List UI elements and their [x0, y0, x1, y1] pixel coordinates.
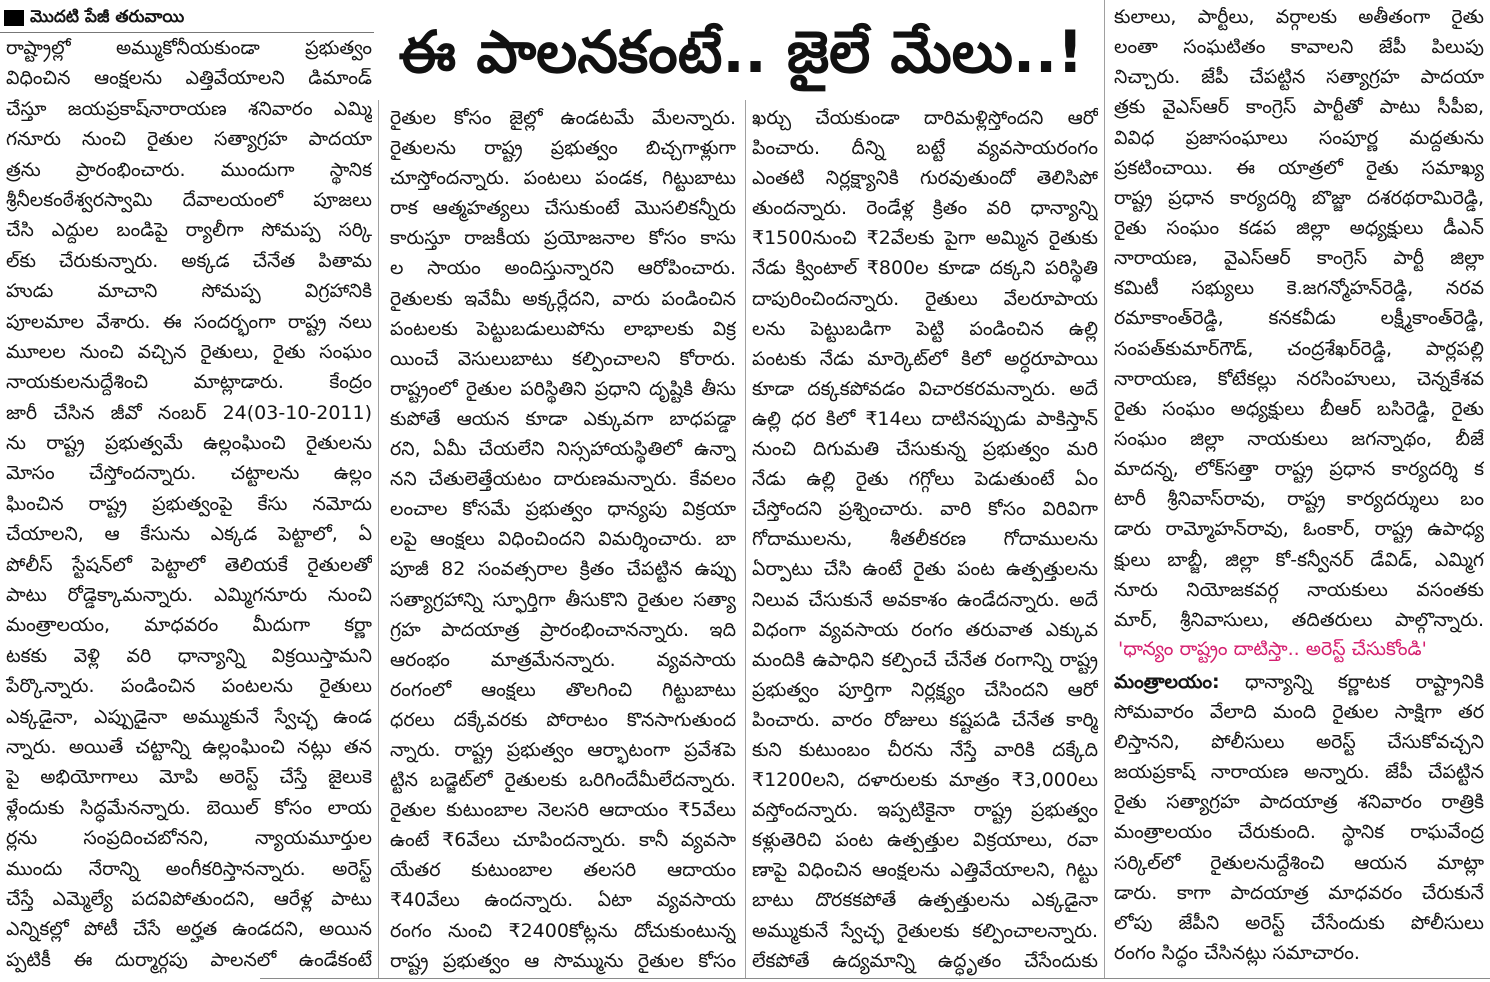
text-line: లిస్తానని, పోలీసులు అరెస్ట్ చేసుకోవచ్చని — [1114, 731, 1484, 754]
text-line-rest: ధాన్యాన్ని కర్ణాటక రాష్ట్రానికి — [1245, 671, 1484, 693]
text-line: డారు రామ్మోహన్‌రావు, ఓంకార్, రాష్ట్ర ఉపాధ్య — [1114, 518, 1484, 541]
text-line: ప్రభుత్వం పూర్తిగా నిర్లక్ష్యం చేసిందని ఆరో — [752, 678, 1098, 701]
text-line: ర్లను సంప్రదించబోనని, న్యాయమూర్తుల — [6, 827, 372, 850]
text-line: సర్కిల్‌లో రైతులనుద్దేశించి ఆయన మాట్లా — [1114, 851, 1484, 874]
text-line: పంటకు నేడు మార్కెట్‌లో కిలో అర్ధరూపాయి — [752, 347, 1098, 370]
text-line: క్షులు బాబ్జీ, జిల్లా కో-కన్వీనర్ డేవిడ్, ఎమ్మిగ — [1114, 548, 1484, 571]
text-line: రాష్ట్ర ప్రధాన కార్యదర్శి బొజ్జా దశరథరామిరెడ్డి, — [1114, 186, 1484, 209]
text-line: చేస్తోందని ప్రశ్నించారు. వారి కోసం విరివిగా — [752, 498, 1098, 521]
text-line: చూస్తోందన్నారు. పంటలు పండక, గిట్టుబాటు — [390, 167, 736, 190]
text-line: లను పెట్టుబడిగా పెట్టి పండించిన ఉల్లి — [752, 317, 1098, 340]
continuation-header — [0, 0, 376, 33]
text-line: యేతర కుటుంబాల తలసరి ఆదాయం — [390, 859, 736, 882]
text-line: ట్టిన బడ్జెట్‌లో రైతులకు ఒరిగిందేమీలేదన్నారు. — [390, 769, 736, 792]
text-line: రాష్ట్రంలో రైతుల పరిస్థితిని ప్రధాని దృష్టికి తీసు — [390, 377, 736, 400]
text-line: ల్‌కు చేరుకున్నారు. అక్కడ చేనేత పితామ — [6, 249, 372, 272]
text-line: నుంచి దిగుమతి చేసుకున్న ప్రభుత్వం మరి — [752, 438, 1098, 461]
text-line: సోమవారం వేలాది మంది రైతుల సాక్షిగా తర — [1114, 701, 1484, 724]
text-line: పించారు. దీన్ని బట్టే వ్యవసాయరంగం — [752, 137, 1098, 160]
text-line: రమాకాంత్‌రెడ్డి, కనకవీడు లక్ష్మీకాంత్‌రెడ్డి, — [1114, 307, 1484, 330]
column-rule — [378, 100, 379, 978]
text-line: ధరలు దక్కేవరకు పోరాటం కొనసాగుతుంద — [390, 708, 736, 731]
text-line: ₹40వేలు ఉందన్నారు. ఏటా వ్యవసాయ — [390, 889, 736, 912]
text-line: తుందన్నారు. రెండేళ్ల క్రితం వరి ధాన్యాన్ని — [752, 197, 1098, 220]
text-line: యించే వెసులుబాటు కల్పించాలని కోరారు. — [390, 347, 736, 370]
text-line: ఎన్నికల్లో పోటీ చేసే అర్హత ఉండదని, అయిన — [6, 918, 372, 941]
text-line: ఏర్పాటు చేసి ఉంటే రైతు పంట ఉత్పత్తులను — [752, 558, 1098, 581]
text-line: కళ్లుతెరిచి పంట ఉత్పత్తుల విక్రయాలు, రవా — [752, 829, 1098, 852]
text-line: నారాయణ, కోటేకల్లు నరసింహులు, చెన్నకేశవ — [1114, 367, 1484, 390]
article-column-1 — [6, 33, 372, 979]
text-line: కుని కుటుంబం చీరను నేస్తే వారికి దక్కేది — [752, 738, 1098, 761]
text-line: పై అభియోగాలు మోపి అరెస్ట్ చేస్తే జైలుకె — [6, 766, 372, 789]
column-rule — [1104, 0, 1105, 978]
section-marker — [4, 10, 24, 26]
text-line: బాటు దొరకకపోతే ఉత్పత్తులను ఎక్కడైనా — [752, 889, 1098, 912]
text-line: గోదాములను, శీతలీకరణ గోదాములను — [752, 528, 1098, 551]
text-line: త్రకు వైఎస్‌ఆర్ కాంగ్రెస్ పార్టీతో పాటు సీపీఐ, — [1114, 96, 1484, 119]
text-line: నని చేతులెత్తేయటం దారుణమన్నారు. కేవలం — [390, 468, 736, 491]
dateline-line — [1114, 667, 1484, 697]
column-rule — [745, 100, 746, 978]
text-line: లంచాల కోసమే ప్రభుత్వం ధాన్యపు విక్రయా — [390, 498, 736, 521]
text-line: పేర్కొన్నారు. పండించిన పంటలను రైతులు — [6, 675, 372, 698]
text-line: న్నారు. రాష్ట్ర ప్రభుత్వం ఆర్భాటంగా ప్రవేశపె — [390, 738, 736, 761]
text-line: రైతు సంఘం కడప జిల్లా అధ్యక్షులు డీఎన్ — [1114, 216, 1484, 239]
text-line: రైతుల కుటుంబాల నెలసరి ఆదాయం ₹5వేలు — [390, 799, 736, 822]
article-column-3 — [752, 103, 1098, 978]
text-line: కమిటీ సభ్యులు కె.జగన్మోహన్‌రెడ్డి, నరవ — [1114, 277, 1484, 300]
text-line: లపై ఆంక్షలు విధించిందని విమర్శించారు. బా — [390, 528, 736, 551]
text-line: ను రాష్ట్ర ప్రభుత్వమే ఉల్లంఘించి రైతులను — [6, 432, 372, 455]
text-line: ప్పటికీ ఈ దుర్మార్గపు పాలనలో ఉండేకంటే — [6, 948, 372, 971]
text-line: ఘించిన రాష్ట్ర ప్రభుత్వంపై కేసు నమోదు — [6, 492, 372, 515]
text-line: ఉంటే ₹6వేలు చూపిందన్నారు. కానీ వ్యవసా — [390, 829, 736, 852]
text-line: పూజీ 82 సంవత్సరాల క్రితం చేపట్టిన ఉప్పు — [390, 558, 736, 581]
text-line: రని, ఏమీ చేయలేని నిస్సహాయస్థితిలో ఉన్నా — [390, 438, 736, 461]
sub-heading: 'ధాన్యం రాష్ట్రం దాటిస్తా.. అరెస్ట్ చేసుకోండి' — [1118, 638, 1427, 660]
article-column-2 — [390, 103, 736, 978]
text-line: ఉల్లి ధర కిలో ₹14లు దాటినప్పుడు పాకిస్తాన్ — [752, 407, 1098, 430]
text-line: జారీ చేసిన జీవో నంబర్ 24(03-10-2011) — [6, 401, 372, 424]
text-line: రంగం సిద్ధం చేసినట్లు సమాచారం. — [1114, 941, 1360, 964]
text-line: రంగంలో ఆంక్షలు తొలగించి గిట్టుబాటు — [390, 678, 736, 701]
text-line: ఖర్చు చేయకుండా దారిమళ్లిస్తోందని ఆరో — [752, 107, 1098, 129]
text-line: మార్, శ్రీనివాసులు, తదితరులు పాల్గొన్నారు. — [1114, 608, 1484, 631]
text-line: ముందు నేరాన్ని అంగీకరిస్తానన్నారు. అరెస్ట్ — [6, 857, 372, 880]
text-line: రైతుల కోసం జైల్లో ఉండటమే మేలన్నారు. — [390, 107, 736, 129]
text-line: రాష్ట్ర ప్రభుత్వం ఆ సొమ్మును రైతుల కోసం — [390, 949, 736, 972]
text-line: కులాలు, పార్టీలు, వర్గాలకు అతీతంగా రైతు — [1114, 6, 1484, 28]
text-line: హుడు మాచాని సోమప్ప విగ్రహానికి — [6, 280, 372, 303]
text-line: విధించిన ఆంక్షలను ఎత్తివేయాలని డిమాండ్ — [6, 67, 372, 90]
text-line: రాష్ట్రాల్లో అమ్ముకోనీయకుండా ప్రభుత్వం — [6, 37, 372, 59]
text-line: మందికి ఉపాధిని కల్పించే చేనేత రంగాన్ని రాష్ట్ర — [752, 648, 1098, 671]
text-line: చేయాలని, ఆ కేసును ఎక్కడ పెట్టాలో, ఏ — [6, 523, 372, 546]
text-line: ప్రకటించాయి. ఈ యాత్రలో రైతు సమాఖ్య — [1114, 156, 1484, 179]
text-line: మంత్రాలయం చేరుకుంది. స్థానిక రాఘవేంద్ర — [1114, 821, 1484, 844]
text-line: చేస్తే ఎమ్మెల్యే పదవిపోతుందని, ఆరేళ్ల పాటు — [6, 887, 372, 910]
text-line: రాక ఆత్మహత్యలు చేసుకుంటే మొసలికన్నీరు — [390, 197, 736, 220]
text-line: త్రను ప్రారంభించారు. ముందుగా స్థానిక — [6, 158, 372, 181]
text-line: పంటలకు పెట్టుబడులుపోను లాభాలకు విక్ర — [390, 317, 736, 340]
text-line: రైతు సత్యాగ్రహ పాదయాత్ర శనివారం రాత్రికి — [1114, 791, 1484, 814]
text-line: పించారు. వారం రోజులు కష్టపడి చేనేత కార్మి — [752, 708, 1098, 731]
text-line: గనూరు నుంచి రైతుల సత్యాగ్రహ పాదయా — [6, 128, 372, 151]
headline: ఈ పాలనకంటే.. జైలే మేలు..! — [398, 18, 1084, 86]
text-line: లంతా సంఘటితం కావాలని జేపీ పిలుపు — [1114, 36, 1484, 59]
text-line: నిచ్చారు. జేపీ చేపట్టిన సత్యాగ్రహ పాదయా — [1114, 66, 1484, 89]
text-line: కుపోతే ఆయన కూడా ఎక్కువగా బాధపడ్డా — [390, 407, 736, 430]
text-line: నేడు ఉల్లి రైతు గగ్గోలు పెడుతుంటే ఏం — [752, 468, 1098, 491]
text-line: వస్తోందన్నారు. ఇప్పటికైనా రాష్ట్ర ప్రభుత్వం — [752, 799, 1098, 822]
text-line: పాటు రోడ్డెక్కామన్నారు. ఎమ్మిగనూరు నుంచి — [6, 584, 372, 607]
text-line: ₹1200లని, దళారులకు మాత్రం ₹3,000లు — [752, 769, 1098, 792]
text-line: మూలల నుంచి వచ్చిన రైతులు, రైతు సంఘం — [6, 340, 372, 363]
text-line: రైతు సంఘం అధ్యక్షులు బీఆర్ బసిరెడ్డి, రైతు — [1114, 397, 1484, 420]
text-line: నూరు నియోజకవర్గ నాయకులు వసంతకు — [1114, 578, 1484, 601]
text-line: ఆరంభం మాత్రమేనన్నారు. వ్యవసాయ — [390, 648, 736, 671]
text-line: నారాయణ, వైఎస్‌ఆర్ కాంగ్రెస్ పార్టీ జిల్లా — [1114, 247, 1484, 270]
text-line: గ్రహ పాదయాత్ర ప్రారంభించానన్నారు. ఇది — [390, 618, 736, 641]
text-line: టకకు వెళ్లి వరి ధాన్యాన్ని విక్రయిస్తామని — [6, 644, 372, 667]
text-line: కారుస్తూ రాజకీయ ప్రయోజనాల కోసం కాసు — [390, 227, 736, 250]
text-line: అమ్ముకునే స్వేచ్ఛ రైతులకు కల్పించాలన్నారు. — [752, 919, 1098, 942]
dateline: మంత్రాలయం: — [1114, 671, 1220, 693]
text-line: టారీ శ్రీనివాస్‌రావు, రాష్ట్ర కార్యదర్శులు బం — [1114, 488, 1484, 511]
text-line: ₹1500నుంచి ₹2వేలకు పైగా అమ్మిన రైతుకు — [752, 227, 1098, 250]
text-line: ల సాయం అందిస్తున్నారని ఆరోపించారు. — [390, 257, 736, 280]
article-column-4 — [1114, 2, 1484, 636]
text-line: నిలువ చేసుకునే అవకాశం ఉండేదన్నారు. అదే — [752, 588, 1098, 611]
text-line: పోలీస్ స్టేషన్‌లో పెట్టాలో తెలియకే రైతులతో — [6, 553, 372, 576]
text-line: రంగం నుంచి ₹2400కోట్లను దోచుకుంటున్న — [390, 919, 736, 942]
text-line: చేసి ఎద్దుల బండిపై ర్యాలీగా సోమప్ప సర్కి — [6, 219, 372, 242]
text-line: డారు. కాగా పాదయాత్ర మాధవరం చేరుకునే — [1114, 881, 1484, 904]
continuation-label: మొదటి పేజీ తరువాయి — [30, 7, 185, 27]
text-line: దాపురించిందన్నారు. రైతులు వేలరూపాయ — [752, 287, 1098, 310]
text-line: మోసం చేస్తోందన్నారు. చట్టాలను ఉల్లం — [6, 462, 372, 485]
text-line: న్నారు. అయితే చట్టాన్ని ఉల్లంఘించి నట్లు తన — [6, 735, 372, 758]
text-line: సత్యాగ్రహాన్ని స్ఫూర్తిగా తీసుకొని రైతుల సత్యా — [390, 588, 736, 611]
text-line: సంఘం జిల్లా నాయకులు జగన్నాథం, బీజే — [1114, 427, 1484, 450]
text-line: విధంగా వ్యవసాయ రంగం తరువాత ఎక్కువ — [752, 618, 1098, 641]
text-line: మాదన్న, లోక్‌సత్తా రాష్ట్ర ప్రధాన కార్యదర్శి క — [1114, 458, 1484, 481]
text-line: లోపు జేపీని అరెస్ట్ చేసేందుకు పోలీసులు — [1114, 911, 1484, 934]
text-line: జయప్రకాష్ నారాయణ అన్నారు. జేపీ చేపట్టిన — [1114, 761, 1484, 784]
text-line: శ్రీనీలకంఠేశ్వరస్వామి దేవాలయంలో పూజలు — [6, 188, 372, 211]
text-line: మంత్రాలయం, మాధవరం మీదుగా కర్ణా — [6, 614, 372, 637]
text-line: ఎంతటి నిర్లక్ష్యానికి గురవుతుందో తెలిసిపో — [752, 167, 1098, 190]
text-line: రైతులకు ఇవేమీ అక్కర్లేదని, వారు పండించిన — [390, 287, 736, 310]
text-line: కూడా దక్కకపోవడం విచారకరమన్నారు. అదే — [752, 377, 1098, 400]
text-line: ణాపై విధించిన ఆంక్షలను ఎత్తివేయాలని, గిట్టు — [752, 859, 1098, 882]
text-line: రైతులను రాష్ట్ర ప్రభుత్వం బిచ్చగాళ్లుగా — [390, 137, 736, 160]
text-line: నాయకులనుద్దేశించి మాట్లాడారు. కేంద్రం — [6, 371, 372, 394]
text-line: చేస్తూ జయప్రకాష్‌నారాయణ శనివారం ఎమ్మి — [6, 97, 372, 120]
text-line: వివిధ ప్రజాసంఘాలు సంపూర్ణ మద్దతును — [1114, 126, 1484, 149]
text-line: సంపత్‌కుమార్‌గౌడ్, చంద్రశేఖర్‌రెడ్డి, పార్లపల్లి — [1114, 337, 1484, 360]
text-line: నేడు క్వింటాల్ ₹800ల కూడా దక్కని పరిస్థితి — [752, 257, 1098, 280]
text-line: ళ్లేందుకు సిద్ధమేనన్నారు. బెయిల్ కోసం లాయ — [6, 796, 372, 819]
text-line: ఎక్కడైనా, ఎప్పుడైనా అమ్ముకునే స్వేచ్ఛ ఉండ — [6, 705, 372, 728]
sub-story-body — [1114, 667, 1484, 975]
text-line: లేకపోతే ఉద్యమాన్ని ఉద్ధృతం చేసేందుకు — [752, 949, 1098, 972]
text-line: పూలమాల వేశారు. ఈ సందర్భంగా రాష్ట్ర నలు — [6, 310, 372, 333]
bottom-rule — [260, 978, 1490, 979]
